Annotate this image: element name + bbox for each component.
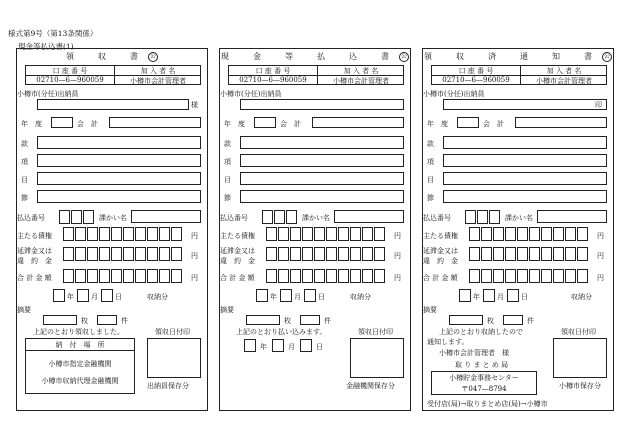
penalty-label: 違 約 金 — [17, 257, 52, 265]
form-name: 現金等払込書(1) — [18, 42, 74, 51]
closing-statement-line1: 上記のとおり収納したので — [439, 328, 523, 336]
deposit-day-field[interactable] — [300, 339, 312, 352]
sheet-unit: 枚 — [81, 317, 88, 325]
panel-title: 領 収 書 — [66, 52, 146, 61]
receipt-notice-panel — [422, 48, 614, 411]
account-table — [228, 65, 404, 85]
copy-label: 出納員保存分 — [147, 382, 189, 390]
month-field[interactable] — [77, 289, 89, 302]
month-label: 月 — [91, 293, 98, 301]
account-name-label: 加 入 者 名 — [546, 67, 582, 75]
account-number-label: 口 座 番 号 — [52, 67, 88, 75]
payment-number-label: 払込番号 — [220, 214, 248, 222]
month-label: 月 — [497, 293, 504, 301]
setsu-field[interactable] — [443, 190, 607, 203]
yen-unit: 円 — [597, 232, 604, 240]
late-fee-label: 延滞金又は — [17, 247, 52, 255]
day-field[interactable] — [101, 289, 113, 302]
payee-field[interactable] — [37, 99, 189, 110]
moku-label: 目 — [224, 176, 231, 184]
principal-label: 主たる債権 — [423, 232, 458, 240]
kan-label: 款 — [21, 140, 28, 148]
total-amount-cells[interactable] — [266, 269, 386, 283]
official-seal-icon: 公 — [400, 53, 407, 60]
summary-label: 摘要 — [17, 306, 31, 314]
receipt-stamp-label: 領収日付印 — [155, 328, 190, 336]
receipt-stamp-label: 領収日付印 — [358, 328, 393, 336]
item-unit: 件 — [121, 317, 128, 325]
month-field[interactable] — [483, 289, 495, 302]
account-type-field[interactable] — [312, 117, 404, 128]
receipt-stamp-box — [350, 338, 404, 378]
copy-label: 小樽市保存分 — [559, 382, 601, 390]
deposit-year-field[interactable] — [244, 339, 256, 352]
principal-label: 主たる債権 — [220, 232, 255, 240]
month-field[interactable] — [280, 289, 292, 302]
form-number: 様式第9号（第13条関係） — [8, 29, 98, 38]
yen-unit: 円 — [191, 232, 198, 240]
account-name: 小樽市会計管理者 — [536, 77, 592, 85]
month-label: 月 — [294, 293, 301, 301]
receipt-stamp-label: 領収日付印 — [561, 328, 596, 336]
total-label: 合 計 金 額 — [17, 274, 52, 282]
kou-field[interactable] — [240, 154, 404, 167]
deposit-slip-panel — [219, 48, 411, 411]
kou-label: 項 — [224, 158, 231, 166]
section-name-label: 課かい名 — [505, 214, 533, 222]
section-name-field[interactable] — [131, 210, 201, 223]
yen-unit: 円 — [597, 252, 604, 260]
moku-label: 目 — [427, 176, 434, 184]
payment-place-title: 納 付 場 所 — [55, 341, 105, 349]
year-field[interactable] — [459, 289, 471, 302]
principal-amount-cells[interactable] — [63, 227, 183, 241]
kou-label: 項 — [21, 158, 28, 166]
collection-office-box — [431, 371, 537, 395]
sheet-unit: 枚 — [487, 317, 494, 325]
official-seal-icon: 公 — [603, 53, 610, 60]
sheet-count-field[interactable] — [43, 315, 77, 325]
payment-number-field[interactable] — [465, 210, 501, 224]
receipt-panel — [16, 48, 208, 411]
account-number: 02710—6—960059 — [442, 76, 510, 84]
account-table — [431, 65, 607, 85]
yen-unit: 円 — [394, 252, 401, 260]
fiscal-year-label: 年 度 — [21, 120, 42, 128]
setsu-field[interactable] — [240, 190, 404, 203]
kan-label: 款 — [224, 140, 231, 148]
period-label: 収納分 — [571, 293, 592, 301]
period-label: 収納分 — [350, 293, 371, 301]
year-field[interactable] — [53, 289, 65, 302]
payee-label: 小樽市(分任)出納員 — [17, 90, 79, 98]
summary-label: 摘要 — [423, 306, 437, 314]
summary-label: 摘要 — [220, 306, 234, 314]
day-label: 日 — [115, 293, 122, 301]
receipt-stamp-box — [553, 338, 607, 378]
kan-field[interactable] — [37, 136, 201, 149]
late-fee-cells[interactable] — [266, 247, 386, 261]
total-label: 合 計 金 額 — [423, 274, 458, 282]
day-field[interactable] — [507, 289, 519, 302]
item-count-field[interactable] — [300, 315, 320, 325]
moku-label: 目 — [21, 176, 28, 184]
routing-note: 受付店(局)→取りまとめ店(局)→小樽市 — [427, 400, 548, 408]
account-name: 小樽市会計管理者 — [130, 77, 186, 85]
total-amount-cells[interactable] — [469, 269, 589, 283]
setsu-label: 節 — [21, 194, 28, 202]
late-fee-label: 延滞金又は — [220, 247, 255, 255]
closing-statement: 上記のとおり払い込みます。 — [236, 328, 327, 336]
item-count-field[interactable] — [97, 315, 117, 325]
section-name-label: 課かい名 — [99, 214, 127, 222]
principal-label: 主たる債権 — [17, 232, 52, 240]
collection-office-postal: 〒047—8794 — [461, 385, 507, 393]
moku-field[interactable] — [37, 172, 201, 185]
year-label: 年 — [473, 293, 480, 301]
copy-label: 金融機関保存分 — [346, 382, 395, 390]
sheet-unit: 枚 — [284, 317, 291, 325]
addressee: 小樽市会計管理者 様 — [439, 349, 509, 357]
day-label: 日 — [318, 293, 325, 301]
sheet-count-field[interactable] — [449, 315, 483, 325]
closing-statement-line2: 通知します。 — [427, 338, 469, 346]
payment-number-label: 払込番号 — [17, 214, 45, 222]
kou-field[interactable] — [443, 154, 607, 167]
kan-label: 款 — [427, 140, 434, 148]
year-label: 年 — [67, 293, 74, 301]
account-table — [25, 65, 201, 85]
late-fee-label: 延滞金又は — [423, 247, 458, 255]
kou-label: 項 — [427, 158, 434, 166]
payment-place-box — [25, 338, 135, 394]
yen-unit: 円 — [191, 252, 198, 260]
panel-title: 現 金 等 払 込 書 — [221, 52, 397, 61]
payee-label: 小樽市(分任)出納員 — [423, 90, 485, 98]
account-number: 02710—6—960059 — [239, 76, 307, 84]
agent-bank: 小樽市収納代理金融機関 — [41, 377, 119, 385]
kou-field[interactable] — [37, 154, 201, 167]
year-field[interactable] — [256, 289, 268, 302]
fiscal-year-field[interactable] — [457, 117, 479, 128]
section-name-field[interactable] — [334, 210, 404, 223]
honorific: 様 — [191, 101, 198, 109]
moku-field[interactable] — [240, 172, 404, 185]
item-unit: 件 — [527, 317, 534, 325]
section-name-field[interactable] — [537, 210, 607, 223]
official-seal-icon: 公 — [149, 53, 156, 60]
period-label: 収納分 — [147, 293, 168, 301]
account-type-field[interactable] — [515, 117, 607, 128]
setsu-label: 節 — [427, 194, 434, 202]
collection-office-title: 取 り ま と め 局 — [455, 361, 509, 369]
account-type-label: 会 計 — [280, 120, 301, 128]
total-amount-cells[interactable] — [63, 269, 183, 283]
account-number-label: 口 座 番 号 — [458, 67, 494, 75]
yen-unit: 円 — [597, 274, 604, 282]
payment-number-label: 払込番号 — [423, 214, 451, 222]
moku-field[interactable] — [443, 172, 607, 185]
closing-statement: 上記のとおり領収しました。 — [33, 328, 124, 336]
day-label: 日 — [521, 293, 528, 301]
payment-number-field[interactable] — [59, 210, 95, 224]
yen-unit: 円 — [394, 274, 401, 282]
receipt-stamp-box — [147, 338, 201, 378]
panel-title: 領 収 済 通 知 書 — [424, 52, 600, 61]
penalty-label: 違 約 金 — [423, 257, 458, 265]
setsu-field[interactable] — [37, 190, 201, 203]
sheet-count-field[interactable] — [246, 315, 280, 325]
yen-unit: 円 — [394, 232, 401, 240]
year-label: 年 — [270, 293, 277, 301]
principal-amount-cells[interactable] — [469, 227, 589, 241]
setsu-label: 節 — [224, 194, 231, 202]
payee-field[interactable] — [240, 99, 404, 110]
deposit-month-field[interactable] — [272, 339, 284, 352]
kan-field[interactable] — [240, 136, 404, 149]
day-label: 日 — [316, 343, 323, 351]
yen-unit: 円 — [191, 274, 198, 282]
item-count-field[interactable] — [503, 315, 523, 325]
payee-field[interactable] — [443, 99, 607, 110]
account-name-label: 加 入 者 名 — [140, 67, 176, 75]
payment-number-field[interactable] — [262, 210, 298, 224]
account-name-label: 加 入 者 名 — [343, 67, 379, 75]
account-number-label: 口 座 番 号 — [255, 67, 291, 75]
account-name: 小樽市会計管理者 — [333, 77, 389, 85]
fiscal-year-label: 年 度 — [427, 120, 448, 128]
collection-office-name: 小樽貯金事務センター — [449, 374, 519, 382]
fiscal-year-field[interactable] — [254, 117, 276, 128]
item-unit: 件 — [324, 317, 331, 325]
account-type-field[interactable] — [109, 117, 201, 128]
kan-field[interactable] — [443, 136, 607, 149]
account-type-label: 会 計 — [483, 120, 504, 128]
penalty-label: 違 約 金 — [220, 257, 255, 265]
fiscal-year-field[interactable] — [51, 117, 73, 128]
fiscal-year-label: 年 度 — [224, 120, 245, 128]
month-label: 月 — [288, 343, 295, 351]
designated-bank: 小樽市指定金融機関 — [48, 360, 112, 368]
account-type-label: 会 計 — [77, 120, 98, 128]
late-fee-cells[interactable] — [469, 247, 589, 261]
principal-amount-cells[interactable] — [266, 227, 386, 241]
day-field[interactable] — [304, 289, 316, 302]
year-label: 年 — [260, 343, 267, 351]
total-label: 合 計 金 額 — [220, 274, 255, 282]
late-fee-cells[interactable] — [63, 247, 183, 261]
section-name-label: 課かい名 — [302, 214, 330, 222]
account-number: 02710—6—960059 — [36, 76, 104, 84]
seal-mark: 印 — [595, 101, 602, 109]
payee-label: 小樽市(分任)出納員 — [220, 90, 282, 98]
